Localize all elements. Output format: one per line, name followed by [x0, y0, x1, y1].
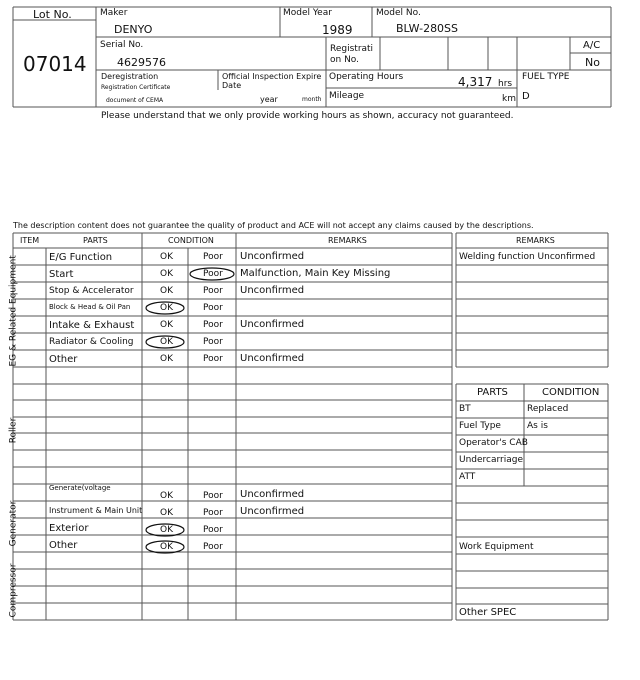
lot-number: 07014 — [23, 52, 87, 76]
remark-text: Unconfirmed — [240, 506, 305, 517]
section-label-compressor: Compressor — [8, 563, 19, 618]
condition-poor: Poor — [203, 542, 223, 552]
condition-poor: Poor — [203, 337, 223, 347]
welding-remark: Welding function Unconfirmed — [459, 252, 596, 262]
part-name: Exterior — [49, 523, 89, 534]
right-condition-header: CONDITION — [542, 387, 600, 398]
part-name: Other — [49, 354, 78, 365]
part-name: Other — [49, 540, 78, 551]
working-hours-notice: Please understand that we only provide working hours as shown, accuracy not guaranteed. — [101, 111, 514, 121]
model-year-value: 1989 — [322, 23, 353, 37]
part-name: E/G Function — [49, 252, 113, 263]
remark-text: Unconfirmed — [240, 319, 305, 330]
section-label-eg-related: EG & Related Equipment — [8, 255, 19, 367]
hrs-unit: hrs — [498, 79, 513, 89]
maker-value: DENYO — [114, 23, 153, 36]
remark-text: Unconfirmed — [240, 489, 305, 500]
condition-ok: OK — [160, 491, 173, 501]
ac-label: A/C — [583, 40, 601, 51]
lot-label: Lot No. — [33, 8, 72, 21]
registration-label: Registrati on No. — [330, 44, 374, 65]
part-name: Generate(voltage — [49, 484, 111, 492]
parts-column-header: PARTS — [83, 236, 108, 245]
remark-text: Unconfirmed — [240, 251, 305, 262]
condition-poor: Poor — [203, 286, 223, 296]
condition-ok: OK — [160, 525, 173, 535]
condition-poor: Poor — [203, 491, 223, 501]
model-no-label: Model No. — [376, 8, 421, 18]
condition-poor: Poor — [203, 525, 223, 535]
remark-text: Unconfirmed — [240, 285, 305, 296]
official-inspection-label: Official Inspection Expire Date — [222, 72, 322, 90]
condition-poor: Poor — [203, 269, 223, 279]
part-name: Stop & Accelerator — [49, 286, 134, 296]
right-part-name: Operator's CAB — [459, 438, 528, 448]
part-name: Start — [49, 269, 74, 280]
maker-label: Maker — [100, 8, 128, 18]
condition-poor: Poor — [203, 508, 223, 518]
part-name: Radiator & Cooling — [49, 337, 134, 347]
remark-text: Malfunction, Main Key Missing — [240, 268, 391, 279]
right-part-name: Fuel Type — [459, 421, 501, 431]
fuel-type-label: FUEL TYPE — [522, 72, 570, 82]
right-part-name: BT — [459, 404, 471, 414]
condition-ok: OK — [160, 337, 173, 347]
serial-label: Serial No. — [100, 40, 144, 50]
condition-ok: OK — [160, 303, 173, 313]
condition-poor: Poor — [203, 320, 223, 330]
condition-poor: Poor — [203, 354, 223, 364]
remarks-column-header: REMARKS — [328, 236, 367, 245]
condition-ok: OK — [160, 269, 173, 279]
work-equipment-label: Work Equipment — [459, 542, 534, 552]
operating-hours-value: 4,317 — [458, 75, 493, 89]
part-name: Instrument & Main Unit — [49, 506, 143, 515]
item-column-header: ITEM — [20, 236, 40, 245]
right-part-name: Undercarriage — [459, 455, 524, 465]
model-year-label: Model Year — [283, 8, 332, 18]
condition-ok: OK — [160, 508, 173, 518]
section-label-roller: Roller — [8, 417, 19, 444]
part-name: Block & Head & Oil Pan — [49, 303, 131, 311]
right-remarks-column-header: REMARKS — [516, 236, 555, 245]
part-name: Intake & Exhaust — [49, 320, 135, 331]
condition-column-header: CONDITION — [168, 236, 214, 245]
condition-ok: OK — [160, 252, 173, 262]
right-condition-value: As is — [527, 421, 548, 431]
right-condition-value: Replaced — [527, 404, 569, 414]
condition-poor: Poor — [203, 303, 223, 313]
model-no-value: BLW-280SS — [396, 22, 459, 35]
serial-value: 4629576 — [117, 56, 166, 69]
right-part-name: ATT — [459, 472, 476, 482]
right-parts-header: PARTS — [477, 387, 508, 398]
km-unit: km — [502, 94, 516, 104]
remark-text: Unconfirmed — [240, 353, 305, 364]
fuel-type-value: D — [522, 91, 530, 102]
condition-ok: OK — [160, 542, 173, 552]
year-label: year — [260, 95, 278, 104]
condition-ok: OK — [160, 286, 173, 296]
condition-ok: OK — [160, 354, 173, 364]
registration-certificate-label: Registration Certificate — [101, 84, 171, 91]
other-spec-label: Other SPEC — [459, 607, 517, 618]
condition-poor: Poor — [203, 252, 223, 262]
ac-value: No — [585, 56, 600, 69]
cema-document-label: document of CEMA — [106, 97, 164, 104]
operating-hours-label: Operating Hours — [329, 72, 404, 82]
month-label: month — [302, 96, 322, 103]
condition-ok: OK — [160, 320, 173, 330]
deregistration-label: Deregistration — [101, 72, 159, 81]
disclaimer-text: The description content does not guarantee the quality of product and ACE will not accept any claims caused by the descriptions. — [13, 221, 534, 230]
mileage-label: Mileage — [329, 91, 365, 101]
section-label-generator: Generator — [8, 500, 19, 547]
